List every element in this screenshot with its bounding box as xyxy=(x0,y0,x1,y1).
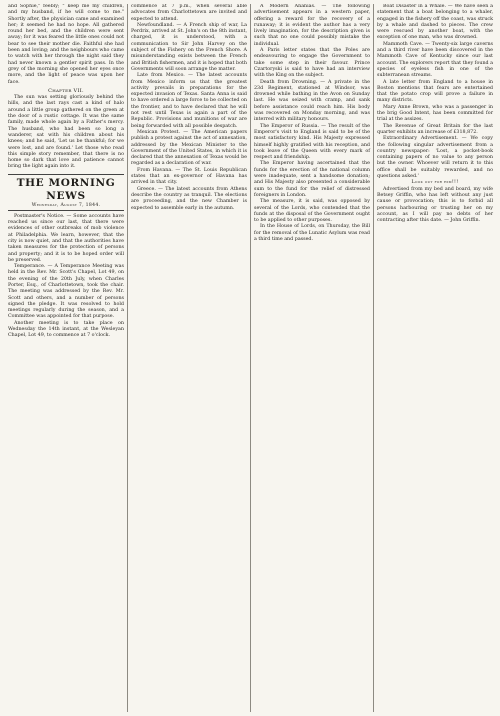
article-paragraph: In the House of Lords, on Thursday, the Bill for the removal of the Lunatic Asylum was read a third time and passed. xyxy=(254,224,370,242)
issue-dateline: Wednesday, August 7, 1844. xyxy=(8,203,124,211)
article-paragraph: A Modern Ananias. — The following advertisement appears in a western paper, offering a reward for the recovery of a runaway; it is evident the author has a very lively imagination, for the description given is such that no one could possibly mistake the individual. xyxy=(254,4,370,47)
article-paragraph: Another meeting is to take place on Wednesday the 14th instant, at the Wesleyan Chapel, Lot 49, to commence at 7 o'clock. xyxy=(8,320,124,339)
article-paragraph: Death from Drowning. — A private in the 23d Regiment, stationed at Windsor, was drowned while bathing in the Avon on Sunday last. He was seized with cramp, and sank before assistance could reach him. His body was recovered on Monday morning, and was interred with military honours. xyxy=(254,79,370,123)
newspaper-masthead: THE MORNING NEWS xyxy=(8,174,124,203)
story-ending: and Sophie," feebly; " keep me my children, and my husband, if he will come to me." Shortly after, the physician came and examined her; it seemed he had no hope. All gathered round her bed, and the children were sent away; for it was feared the little ones could not bear to see their mother die. Faithful she had been and loving; and the neighbours who came to watch with her through the night said they had never known a gentler spirit pass. In the grey of the morning she opened her eyes once more, and the light of peace was upon her face. xyxy=(8,4,124,85)
column-1 xyxy=(5,4,127,712)
article-paragraph: Advertised from my bed and board, my wife Betsey Griffin, who has left without any just cause or provocation; this is to forbid all persons harbouring or trusting her on my account, as I will pay no debts of her contracting after this date. — John Griffin. xyxy=(377,186,493,224)
article-paragraph: The measure, it is said, was opposed by several of the Lords, who contended that the funds at the disposal of the Government ought to be applied to other purposes. xyxy=(254,199,370,224)
article-paragraph: Boat Disaster in a Whale. — We have seen a statement that a boat belonging to a whaler, engaged in the fishery off the coast, was struck by a whale and dashed to pieces. The crew were rescued by another boat, with the exception of one man, who was drowned. xyxy=(377,4,493,41)
article-paragraph: Greece. — The latest accounts from Athens describe the country as tranquil. The elections are proceeding, and the new Chamber is expected to assemble early in the autumn. xyxy=(131,186,247,211)
article-paragraph: A late letter from England to a house in Boston mentions that fears are entertained that the potato crop will prove a failure in many districts. xyxy=(377,79,493,104)
article-paragraph: Late from Mexico. — The latest accounts from Mexico inform us that the greatest activity prevails in preparations for the expected invasion of Texas. Santa Anna is said to have ordered a large force to be collected on the frontier, and to have declared that he will not rest until Texas is again a part of the Republic. Provisions and munitions of war are being forwarded with all possible despatch. xyxy=(131,73,247,129)
article-paragraph: Mary Anne Brown, who was a passenger in the brig Good Intent, has been committed for trial at the assizes. xyxy=(377,104,493,123)
article-paragraph: A Paris letter states that the Poles are endeavouring to engage the Government to take some step in their favour. Prince Czartoryski is said to have had an interview with the King on the subject. xyxy=(254,48,370,79)
article-paragraph: The Emperor of Russia. — The result of the Emperor's visit to England is said to be of the most satisfactory kind. His Majesty expressed himself highly gratified with his reception, and took leave of the Queen with every mark of respect and friendship. xyxy=(254,123,370,161)
article-paragraph: From Havana. — The St. Louis Republican states that an ex-governor of Havana has arrived in that city. xyxy=(131,167,247,186)
chapter-heading: Chapter VII. xyxy=(48,87,84,94)
column-2 xyxy=(128,4,250,712)
article-paragraph: The Revenue of Great Britain for the last quarter exhibits an increase of £318,872. xyxy=(377,123,493,135)
article-paragraph: Mexican Protest. — The American papers publish a protest against the act of annexation, addressed by the Mexican Minister to the Government of the United States, in which it is declared that the annexation of Texas would be regarded as a declaration of war. xyxy=(131,129,247,167)
article-paragraph: Extraordinary Advertisement. — We copy the following singular advertisement from a country newspaper: 'Lost, a pocket-book containing papers of no value to any person but the owner. Whoever will return it to this office shall be suitably rewarded, and no questions asked.' xyxy=(377,136,493,180)
column-layout xyxy=(5,4,496,712)
article-paragraph: Mammoth Cave. — Twenty-six large caverns and a third river have been discovered in the Mammoth Cave of Kentucky since our last account. The explorers report that they found a species of eyeless fish in one of the subterranean streams. xyxy=(377,41,493,79)
section-heading: Look out for him!!! xyxy=(411,180,459,186)
story-chapter-text: The sun was setting gloriously behind the hills, and the last rays cast a kind of halo around a little group gathered on the green at the door of a rustic cottage. It was the same family, made whole again by a Father's mercy. The husband, who had been so long a wanderer, sat with his children about his knees; and he said, 'Let us be thankful; for we were lost, and are found.' Let those who read this simple story remember, that there is no home so dark that love and patience cannot bring the light again into it. xyxy=(8,95,124,170)
article-paragraph: Postmaster's Notice. — Some accounts have reached us since our last, that there were evidences of other outbreaks of mob violence at Philadelphia. We learn, however, that the city is now quiet, and that the authorities have taken measures for the protection of persons and property; and it is to be hoped order will be preserved. xyxy=(8,213,124,263)
article-paragraph: The Emperor having ascertained that the funds for the erection of the national column were inadequate, sent a handsome donation; and His Majesty also presented a considerable sum to the fund for the relief of distressed foreigners in London. xyxy=(254,161,370,198)
article-paragraph: commence at 7 p.m., when several able advocates from Charlottetown are invited and expected to attend. xyxy=(131,4,247,22)
article-paragraph: Temperance. — A Temperance Meeting was held in the Rev. Mr. Scott's Chapel, Lot 49, on the evening of the 20th July, when Charles Porter, Esq., of Charlottetown, took the chair. The meeting was addressed by the Rev. Mr. Scott and others, and a number of persons signed the pledge. It was resolved to hold meetings regularly during the season, and a Committee was appointed for that purpose. xyxy=(8,264,124,320)
article-paragraph: Newfoundland. — A French ship of war, La Perdrix, arrived at St. John's on the 8th instant, charged, it is understood, with a communication to Sir John Harvey on the subject of the Fishery on the French Shore. A misunderstanding exists between the French and British fishermen, and it is hoped that both Governments will soon arrange the matter. xyxy=(131,22,247,72)
column-3 xyxy=(251,4,373,712)
column-4 xyxy=(374,4,496,712)
